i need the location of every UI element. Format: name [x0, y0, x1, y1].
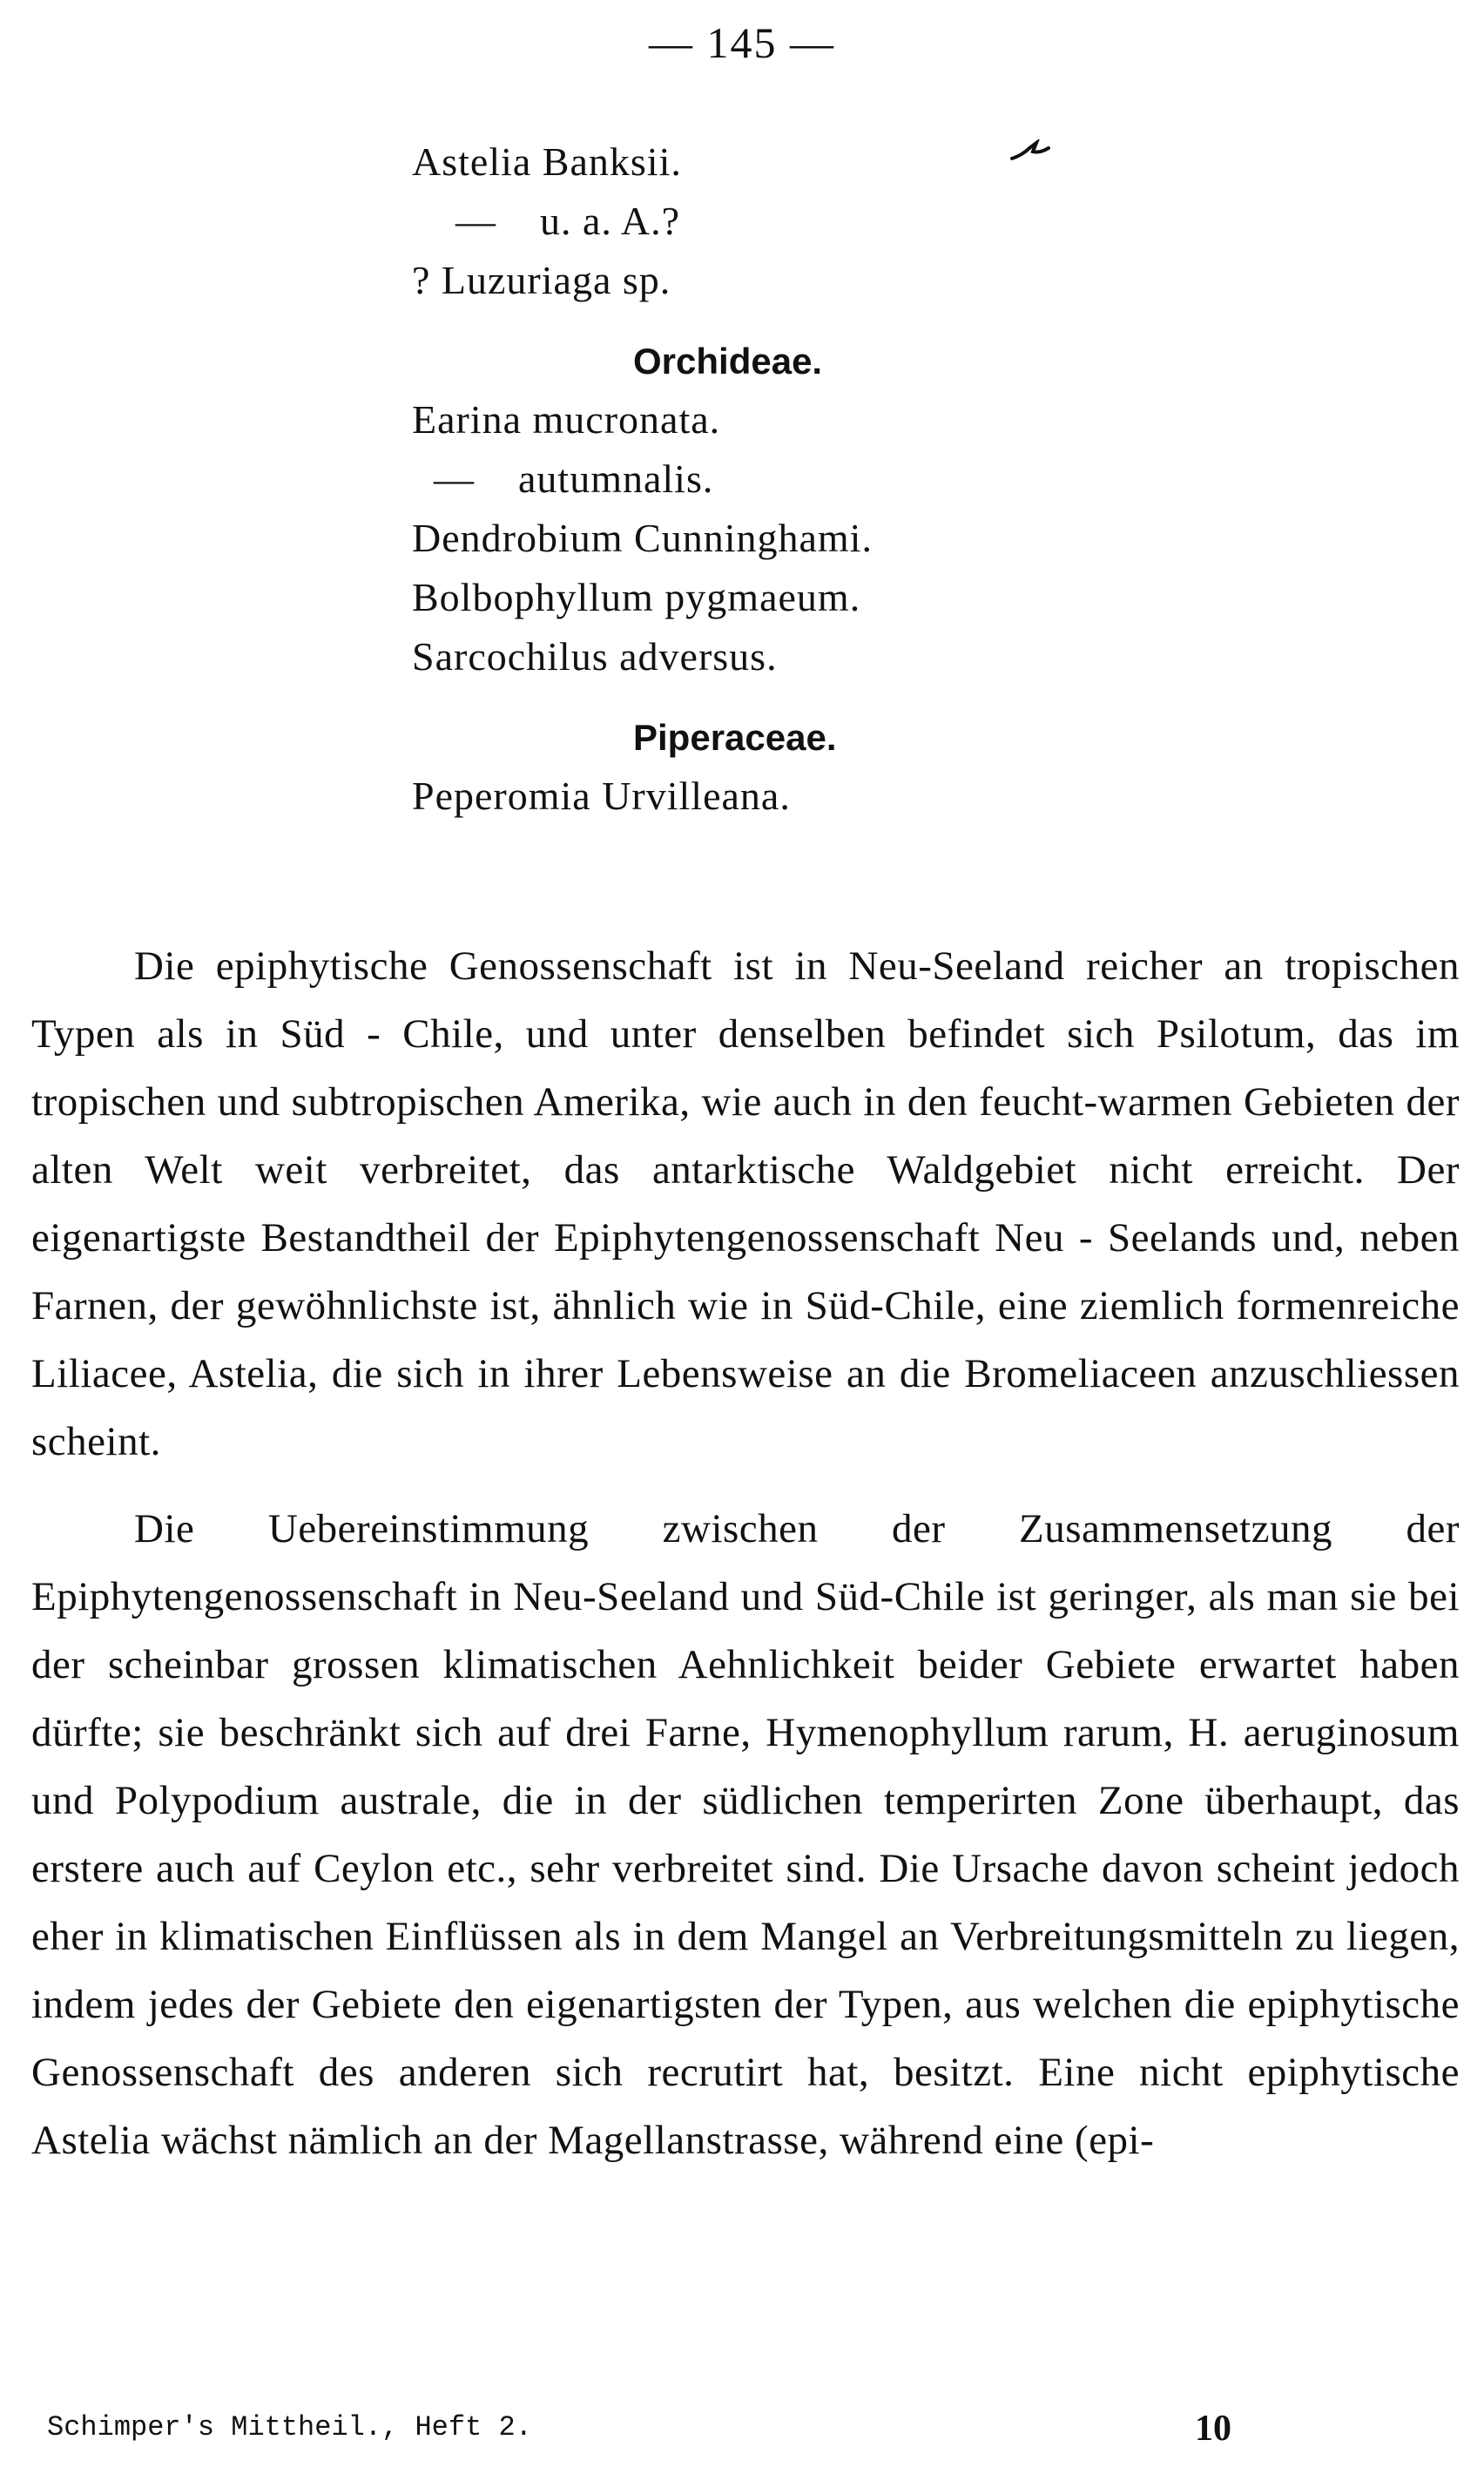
family-heading: Piperaceae. [633, 717, 837, 758]
list-group-orchideae [412, 333, 1196, 686]
list-group-piperaceae [412, 709, 1196, 826]
page-number: — 145 — [649, 18, 835, 67]
list-item: Earina mucronata. [412, 397, 721, 442]
list-item: ? Luzuriaga sp. [412, 258, 671, 302]
species-list [412, 132, 1196, 826]
list-item: — u. a. A.? [412, 199, 681, 243]
list-item: Bolbophyllum pygmaeum. [412, 575, 861, 619]
paragraph: Die Uebereinstimmung zwischen der Zusammensetzung der Epiphytengenossenschaft in Neu-Seeland und Süd-Chile ist geringer, als man sie bei der scheinbar grossen klimatischen Aehnlichkeit beider Gebiete erwartet haben dürfte; sie beschränkt sich auf drei Farne, Hymenophyllum rarum, H. aeruginosum und Polypodium australe, die in der südlichen temperirten Zone überhaupt, das erstere auch auf Ceylon etc., sehr verbreitet sind. Die Ursache davon scheint jedoch eher in klimatischen Einflüssen als in dem Mangel an Verbreitungsmitteln zu liegen, indem jedes der Gebiete den eigenartigsten der Typen, aus welchen die epiphytische Genossenschaft des anderen sich recrutirt hat, besitzt. Eine nicht epiphytische Astelia wächst nämlich an der Magellanstrasse, während eine (epi- [31, 1506, 1460, 2163]
list-item: Sarcochilus adversus. [412, 634, 778, 679]
list-item: Peperomia Urvilleana. [412, 774, 791, 818]
footer-sheet-number: 10 [1195, 2409, 1231, 2449]
list-item: Dendrobium Cunninghami. [412, 516, 873, 560]
list-item: Astelia Banksii. [412, 139, 682, 184]
family-heading: Orchideae. [633, 341, 823, 382]
list-item: — autumnalis. [412, 456, 714, 501]
list-group-liliaceae [412, 132, 1196, 310]
body-text [31, 932, 1460, 2193]
paragraph: Die epiphytische Genossenschaft ist in Neu-Seeland reicher an tropischen Typen als in Süd - Chile, und unter denselben befindet sich Psilotum, das im tropischen und subtropischen Amerika, wie auch in den feucht-warmen Gebieten der alten Welt weit verbreitet, das antarktische Waldgebiet nicht erreicht. Der eigenartigste Bestandtheil der Epiphytengenossenschaft Neu - Seelands und, neben Farnen, der gewöhnlichste ist, ähnlich wie in Süd-Chile, eine ziemlich formenreiche Liliacee, Astelia, die sich in ihrer Lebensweise an die Bromeliaceen anzuschliessen scheint. [31, 943, 1460, 1464]
footer-signature: Schimper's Mittheil., Heft 2. [47, 2411, 532, 2443]
